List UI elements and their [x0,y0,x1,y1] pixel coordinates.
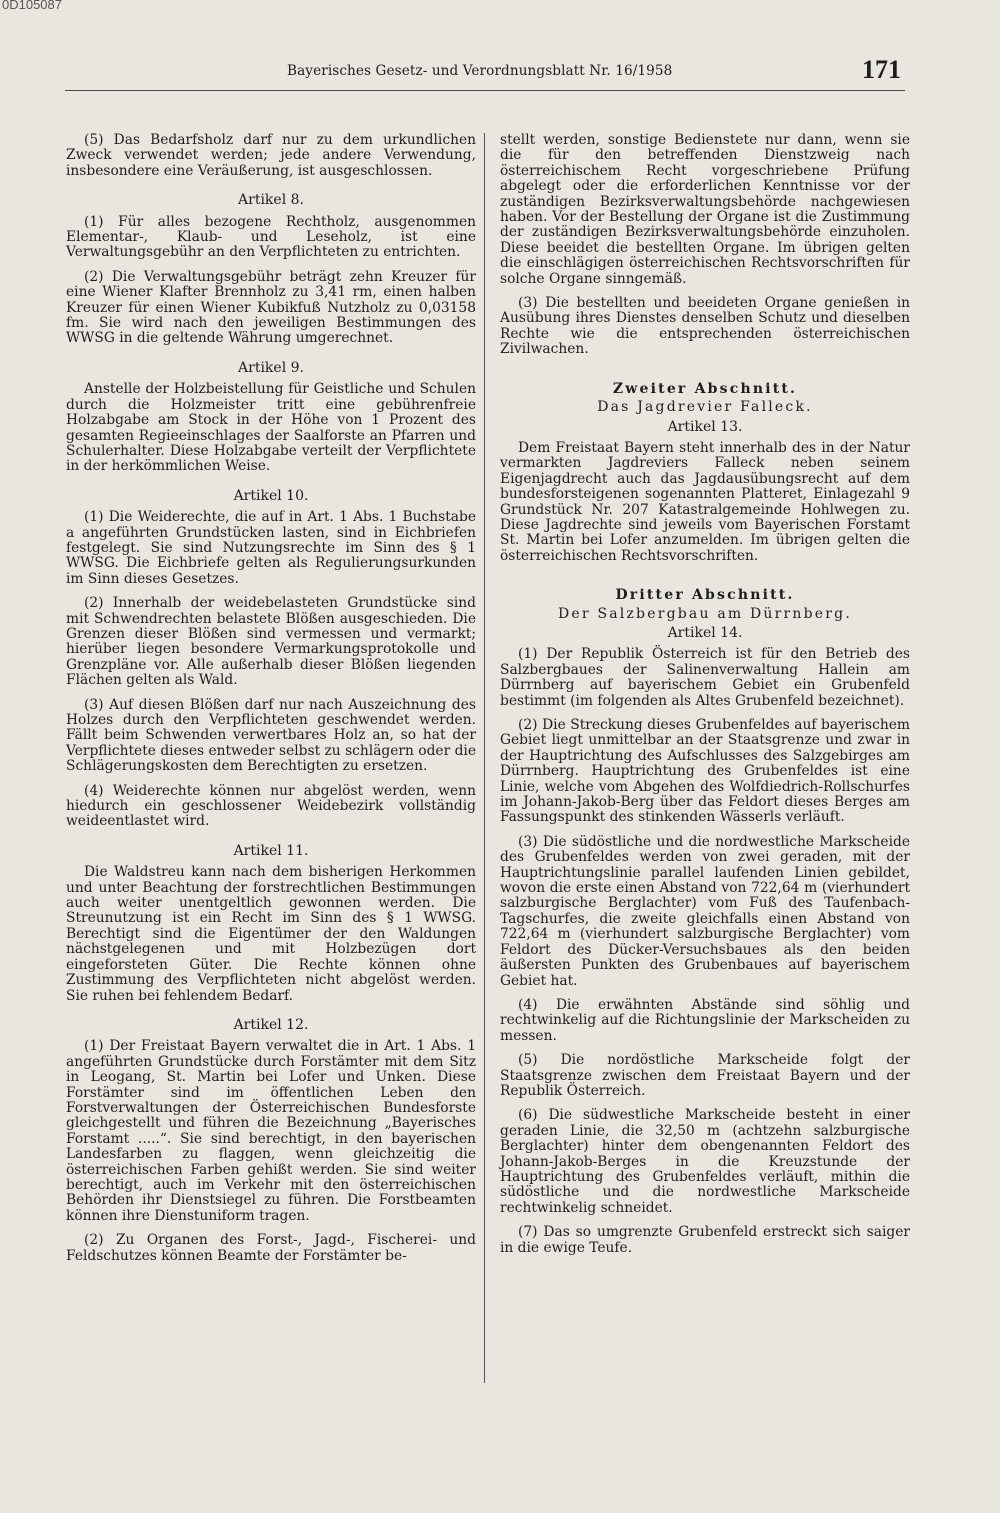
paragraph: (5) Das Bedarfsholz darf nur zu dem urkundlichen Zweck verwendet werden; jede andere Verwendung, insbesondere eine Veräußerung, ist ausgeschlossen. [66,132,476,179]
article-heading: Artikel 10. [233,487,309,504]
paragraph: Anstelle der Holzbeistellung für Geistliche und Schulen durch die Holzmeister tritt eine gebührenfreie Holzabgabe am Stock in der Höhe von 1 Prozent des gesamten Regieeinschlages der Saalforste an Pfarren und Schulerhalter. Diese Holzabgabe verteilt der Verpflichtete in der herkömmlichen Weise. [66,381,476,475]
section-title: Dritter Abschnitt. [615,587,795,604]
paragraph: (5) Die nordöstliche Markscheide folgt der Staatsgrenze zwischen dem Freistaat Bayern und der Republik Österreich. [500,1052,910,1099]
paragraph: Dem Freistaat Bayern steht innerhalb des in der Natur vermarkten Jagdreviers Falleck neben seinem Eigenjagdrecht auch das Jagdausübungsrecht auf dem bundesforsteigenen sogenannten Platteret, Einlagezahl 9 Grundstück Nr. 207 Katastralgemeinde Hohlwegen zu. Diese Jagdrechte sind jeweils vom Bayerischen Forstamt St. Martin bei Lofer anzumelden. Im übrigen gelten die österreichischen Rechtsvorschriften. [500,439,910,564]
paragraph: Die Waldstreu kann nach dem bisherigen Herkommen und unter Beachtung der forstrechtlichen Bestimmungen auch weiter unentgeltlich gewonnen werden. Die Streunutzung ist ein Recht im Sinn des § 1 WWSG. Berechtigt sind die Eigentümer der den Waldungen nächstgelegenen und mit Holzbezügen dort eingeforsteten Güter. Die Rechte können ohne Zustimmung des Verpflichteten nicht abgelöst werden. Sie ruhen bei fehlendem Bedarf. [66,864,476,1004]
paragraph: (1) Der Freistaat Bayern verwaltet die in Art. 1 Abs. 1 angeführten Grundstücke durch Forstämter mit dem Sitz in Leogang, St. Martin bei Lofer und Unken. Diese Forstämter sind im öffentlichen Leben den Forstverwaltungen der Österreichischen Bundesforste gleichgestellt und führen die Bezeichnung „Bayerisches Forstamt .....“. Sie sind berechtigt, in den bayerischen Landesfarben zu flaggen, wenn gleichzeitig die österreichischen Farben gehißt werden. Sie sind weiter berechtigt, auch im Verkehr mit den österreichischen Behörden ihr Dienstsiegel zu führen. Die Forstbeamten können ihre Dienstuniform tragen. [66,1038,476,1224]
header-rule [65,90,905,91]
paragraph: stellt werden, sonstige Bedienstete nur dann, wenn sie die für den betreffenden Dienstzweig nach österreichischem Recht vorgeschriebene Prüfung abgelegt oder die erforderlichen Kenntnisse vor der zuständigen Bezirksverwaltungsbehörde nachgewiesen haben. Vor der Bestellung der Organe ist die Zustimmung der zuständigen Bezirksverwaltungsbehörde einzuholen. Diese beeidet die bestellten Organe. Im übrigen gelten die einschlägigen österreichischen Rechtsvorschriften für solche Organe sinngemäß. [500,132,910,287]
paragraph: (3) Die südöstliche und die nordwestliche Markscheide des Grubenfeldes werden von zwei geraden, mit der Hauptrichtungslinie parallel laufenden Linien gebildet, wovon die erste einen Abstand von 722,64 m (vierhundert salzburgische Berglachter) vom Fuß des Taufenbach-Tagschurfes, die zweite gleichfalls einen Abstand von 722,64 m (vierhundert salzburgische Berglachter) vom Feldort des Dücker-Versuchsbaues als den beiden äußersten Punkten des Grubenbaues auf bayerischem Gebiet hat. [500,833,910,989]
section-title: Zweiter Abschnitt. [612,380,798,397]
running-title: Bayerisches Gesetz- und Verordnungsblatt Nr. 16/1958 [287,63,673,79]
article-heading: Artikel 14. [667,624,743,641]
left-column [66,133,476,1273]
article-heading: Artikel 13. [667,418,743,435]
article-heading: Artikel 8. [238,192,304,209]
column-divider [484,133,485,1383]
paragraph: (7) Das so umgrenzte Grubenfeld erstreckt sich saiger in die ewige Teufe. [500,1224,910,1256]
article-heading: Artikel 9. [238,359,304,376]
paragraph: (6) Die südwestliche Markscheide besteht in einer geraden Linie, die 32,50 m (achtzehn salzburgische Berglachter) hinter dem obengenannten Feldort des Johann-Jakob-Berges in die Kreuzstunde der Hauptrichtung des Grubenfeldes verläuft, mithin die südöstliche und die nordwestliche Markscheide rechtwinkelig schneidet. [500,1107,910,1216]
right-column [500,133,910,1265]
archive-id: 0D105087 [2,0,62,12]
article-heading: Artikel 11. [233,842,309,859]
paragraph: (2) Innerhalb der weidebelasteten Grundstücke sind mit Schwendrechten belastete Blößen ausgeschieden. Die Grenzen dieser Blößen sind vermessen und vermarkt; hierüber liegen besondere Vermarkungsprotokolle und Grenzpläne vor. Alle außerhalb dieser Blößen liegenden Flächen gelten als Wald. [66,595,476,689]
page-number: 171 [862,55,901,84]
paragraph: (2) Zu Organen des Forst-, Jagd-, Fischerei- und Feldschutzes können Beamte der Forstämter be- [66,1232,476,1264]
paragraph: (1) Für alles bezogene Rechtholz, ausgenommen Elementar-, Klaub- und Leseholz, ist eine Verwaltungsgebühr an den Verpflichteten zu entrichten. [66,213,476,261]
paragraph: (2) Die Streckung dieses Grubenfeldes auf bayerischem Gebiet liegt unmittelbar an der Staatsgrenze und zwar in der Hauptrichtung des Aufschlusses des Salzgebirges am Dürrnberg. Hauptrichtung des Grubenfeldes ist eine Linie, welche vom Abgehen des Wolfdiedrich-Rollschurfes im Johann-Jakob-Berg über das Feldort dieses Berges am Fassungspunkt des stinkenden Wässerls verläuft. [500,717,910,826]
article-heading: Artikel 12. [233,1016,309,1033]
paragraph: (4) Weiderechte können nur abgelöst werden, wenn hiedurch ein geschlossener Weidebezirk vollständig weideentlastet wird. [66,782,476,830]
paragraph: (2) Die Verwaltungsgebühr beträgt zehn Kreuzer für eine Wiener Klafter Brennholz zu 3,41 rm, einen halben Kreuzer für einen Wiener Kubikfuß Nutzholz zu 0,03158 fm. Sie wird nach den jeweiligen Bestimmungen des WWSG in die geltende Währung umgerechnet. [66,268,476,347]
paragraph: (3) Auf diesen Blößen darf nur nach Auszeichnung des Holzes durch den Verpflichteten geschwendet werden. Fällt beim Schwenden verwertbares Holz an, so hat der Verpflichtete dieses entweder selbst zu schlägern oder die Schlägerungskosten dem Berechtigten zu ersetzen. [66,696,476,775]
paragraph: (1) Der Republik Österreich ist für den Betrieb des Salzbergbaues der Salinenverwaltung Hallein am Dürrnberg auf bayerischem Gebiet ein Grubenfeld bestimmt (im folgenden als Altes Grubenfeld bezeichnet). [500,646,910,709]
paragraph: (1) Die Weiderechte, die auf in Art. 1 Abs. 1 Buchstabe a angeführten Grundstücken lasten, sind in Eichbriefen festgelegt. Sie sind Nutzungsrechte im Sinn des § 1 WWSG. Die Eichbriefe gelten als Regulierungsurkunden im Sinn dieses Gesetzes. [66,509,476,587]
section-subtitle: Der Salzbergbau am Dürrnberg. [558,605,852,622]
paragraph: (3) Die bestellten und beeideten Organe genießen in Ausübung ihres Dienstes denselben Schutz und dieselben Rechte wie die entsprechenden österreichischen Zivilwachen. [500,295,910,358]
section-subtitle: Das Jagdrevier Falleck. [597,399,813,416]
paragraph: (4) Die erwähnten Abstände sind söhlig und rechtwinkelig auf die Richtungslinie der Markscheiden zu messen. [500,996,910,1044]
